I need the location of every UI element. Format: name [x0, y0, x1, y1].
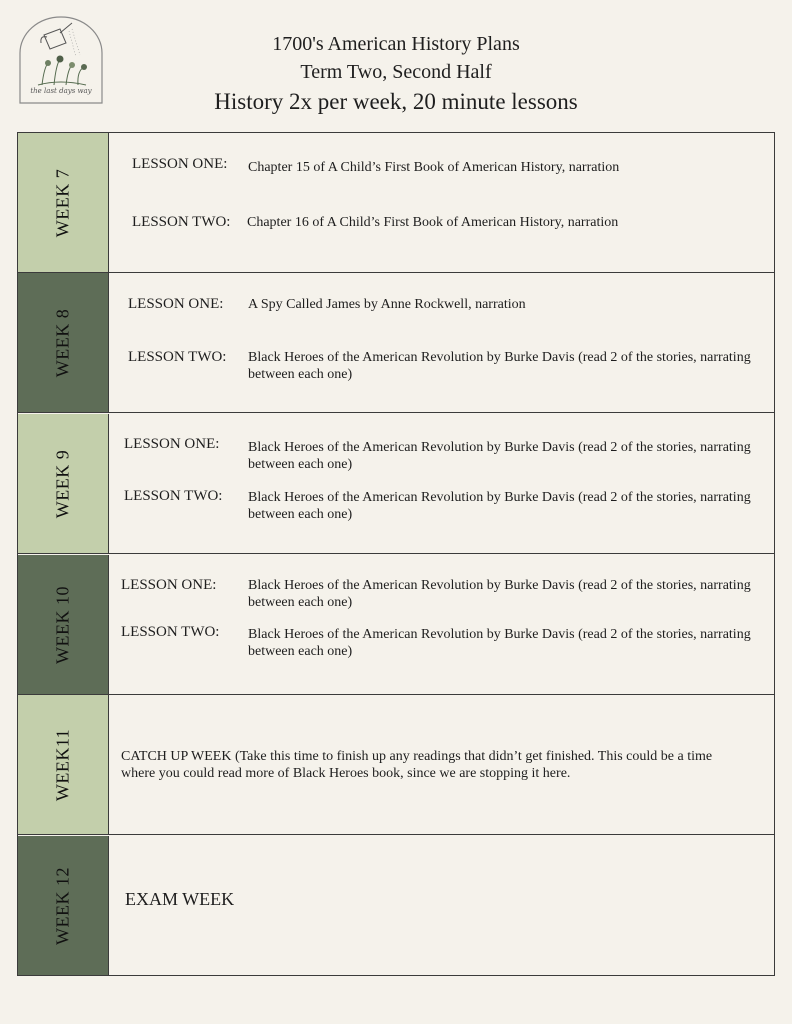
lesson-description: Black Heroes of the American Revolution by Burke Davis (read 2 of the stories, narrating between each one)	[248, 490, 751, 522]
lesson-label: LESSON TWO:	[132, 214, 231, 230]
week-label-cell	[18, 133, 109, 272]
week-label-cell	[18, 273, 109, 412]
lesson-description: Chapter 15 of A Child’s First Book of American History, narration	[248, 160, 620, 175]
lesson-description: A Spy Called James by Anne Rockwell, narration	[248, 297, 526, 312]
week-label-cell	[18, 836, 109, 975]
week-row	[18, 133, 774, 273]
lesson-description: Black Heroes of the American Revolution by Burke Davis (read 2 of the stories, narrating between each one)	[248, 578, 751, 610]
page-header	[0, 30, 792, 118]
lesson-description: Black Heroes of the American Revolution by Burke Davis (read 2 of the stories, narrating between each one)	[248, 350, 751, 382]
week-label: WEEK 10	[52, 585, 73, 664]
week-label-cell	[18, 414, 109, 553]
week-label: WEEK11	[52, 728, 73, 801]
week-row	[18, 414, 774, 554]
lesson-label: LESSON TWO:	[128, 349, 227, 365]
week-label: WEEK 12	[52, 866, 73, 945]
schedule-line: History 2x per week, 20 minute lessons	[214, 89, 578, 114]
week-label: WEEK 7	[52, 168, 73, 237]
week-label-cell	[18, 555, 109, 694]
week-row	[18, 555, 774, 695]
week-content	[110, 695, 774, 834]
lesson-description: Chapter 16 of A Child’s First Book of American History, narration	[247, 215, 619, 230]
week-row	[18, 273, 774, 413]
lesson-label: LESSON TWO:	[124, 488, 223, 504]
lesson-label: LESSON ONE:	[121, 577, 217, 593]
week-content	[110, 273, 774, 412]
lesson-description: Black Heroes of the American Revolution by Burke Davis (read 2 of the stories, narrating between each one)	[248, 627, 751, 659]
week-content	[110, 555, 774, 694]
week-content	[110, 133, 774, 272]
week-row	[18, 695, 774, 835]
week-content	[110, 414, 774, 553]
lesson-label: LESSON TWO:	[121, 624, 220, 640]
page-subtitle: Term Two, Second Half	[300, 61, 492, 83]
catch-up-text: CATCH UP WEEK (Take this time to finish up any readings that didn’t get finished. This could be a time where you could read more of Black Heroes book, since we are stopping it here.	[121, 749, 713, 781]
week-label-cell	[18, 695, 109, 834]
lesson-label: LESSON ONE:	[132, 156, 228, 172]
lesson-label: LESSON ONE:	[128, 296, 224, 312]
lesson-description: Black Heroes of the American Revolution by Burke Davis (read 2 of the stories, narrating between each one)	[248, 440, 751, 472]
page-title: 1700's American History Plans	[272, 33, 520, 55]
lesson-plan-table	[17, 132, 775, 976]
logo-text: the last days way	[30, 87, 92, 95]
week-row	[18, 836, 774, 975]
week-content	[110, 836, 774, 975]
lesson-label: LESSON ONE:	[124, 436, 220, 452]
exam-week-text: EXAM WEEK	[125, 889, 235, 909]
week-label: WEEK 8	[52, 308, 73, 377]
week-label: WEEK 9	[52, 449, 73, 518]
